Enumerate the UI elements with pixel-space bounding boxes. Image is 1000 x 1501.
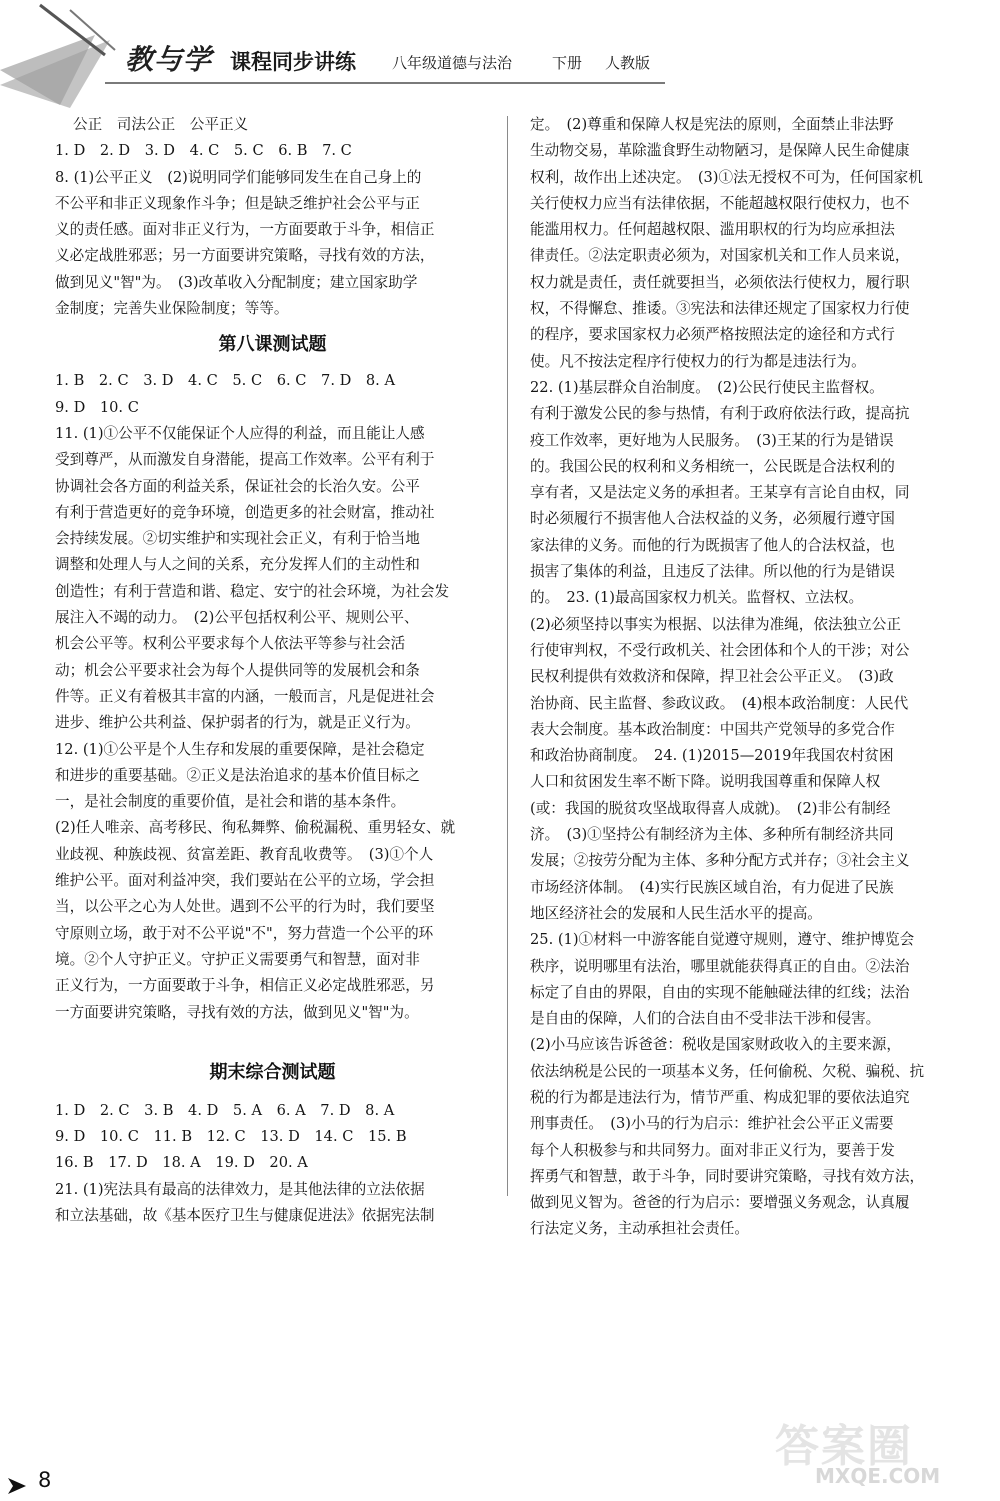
- answer-line: 人口和贫困发生率不断下降。说明我国尊重和保障人权: [530, 773, 881, 791]
- answer-line: 义必定战胜邪恶；另一方面要讲究策略，寻找有效的方法，: [55, 247, 435, 265]
- answer-line: 义的责任感。面对非正义行为，一方面要敢于斗争，相信正: [55, 221, 435, 239]
- brand-logo: 教与学: [125, 43, 213, 76]
- watermark: [775, 1410, 990, 1495]
- answer-line: (2)必须坚持以事实为根据、以法律为准绳，依法独立公正: [530, 615, 901, 633]
- answer-line: 业歧视、种族歧视、贫富差距、教育乱收费等。 (3)①个人: [55, 845, 434, 863]
- answer-line: 律责任。②法定职责必须为，对国家机关和工作人员来说，: [530, 247, 910, 265]
- page-number: 8: [38, 1468, 52, 1492]
- answer-line: 权，不得懈怠、推诿。③宪法和法律还规定了国家权力行使: [530, 300, 910, 318]
- answer-line: 每个人积极参与和共同努力。面对非正义行为，要善于发: [530, 1141, 895, 1159]
- answer-line: 的程序，要求国家权力必须严格按照法定的途径和方式行: [530, 326, 895, 344]
- answer-line: 境。②个人守护正义。守护正义需要勇气和智慧，面对非: [55, 950, 420, 968]
- section-title-final-exam: 期末综合测试题: [209, 1061, 336, 1083]
- answer-line: (2)任人唯亲、高考移民、徇私舞弊、偷税漏税、重男轻女、就: [55, 819, 456, 837]
- answer-line: 享有者，又是法定义务的承担者。王某享有言论自由权，同: [530, 484, 910, 502]
- volume-label: 下册: [552, 54, 583, 72]
- answer-line: 维护公平。面对利益冲突，我们要站在公平的立场，学会担: [55, 872, 435, 890]
- answer-line: 是自由的保障，人们的合法自由不受非法干涉和侵害。: [530, 1010, 881, 1028]
- answer-line: 民权利提供有效救济和保障，捍卫社会公平正义。 (3)政: [530, 668, 894, 686]
- answer-line: 1. D 2. D 3. D 4. C 5. C 6. B 7. C: [55, 142, 352, 160]
- answer-line: 21. (1)宪法具有最高的法律效力，是其他法律的立法依据: [55, 1180, 425, 1198]
- column-divider: [507, 116, 508, 1196]
- answer-line: 1. D 2. C 3. B 4. D 5. A 6. A 7. D 8. A: [55, 1101, 395, 1119]
- grade-subject: 八年级道德与法治: [392, 54, 513, 72]
- answer-line: 依法纳税是公民的一项基本义务，任何偷税、欠税、骗税、抗: [530, 1062, 925, 1080]
- left-column: [55, 112, 490, 1229]
- answer-line: 有利于营造更好的竞争环境，创造更多的社会财富，推动社: [55, 503, 435, 521]
- answer-line: 进步、维护公共利益、保护弱者的行为，就是正义行为。: [55, 714, 420, 732]
- answer-line: 协调社会各方面的利益关系，保证社会的长治久安。公平: [55, 477, 420, 495]
- answer-line: 秩序，说明哪里有法治，哪里就能获得真正的自由。②法治: [530, 957, 910, 975]
- page-header: [0, 0, 1000, 108]
- answer-line: 地区经济社会的发展和人民生活水平的提高。: [530, 904, 822, 922]
- answer-line: 关行使权力应当有法律依据，不能超越权限行使权力，也不: [530, 194, 910, 212]
- answer-line: 创造性；有利于营造和谐、稳定、安宁的社会环境，为社会发: [55, 582, 450, 600]
- answer-line: 22. (1)基层群众自治制度。 (2)公民行使民主监督权。: [530, 378, 884, 396]
- answer-line: 25. (1)①材料一中游客能自觉遵守规则，遵守、维护博览会: [530, 931, 915, 949]
- answer-line: 治协商、民主监督、参政议政。 (4)根本政治制度：人民代: [530, 694, 909, 712]
- answer-line: 一，是社会制度的重要价值，是社会和谐的基本条件。: [55, 793, 406, 811]
- answer-line: 行法定义务，主动承担社会责任。: [530, 1220, 749, 1238]
- answer-line: 1. B 2. C 3. D 4. C 5. C 6. C 7. D 8. A: [55, 372, 395, 390]
- answer-line: 9. D 10. C: [55, 398, 139, 416]
- answer-line: 16. B 17. D 18. A 19. D 20. A: [55, 1154, 308, 1172]
- answer-line: 标定了自由的界限，自由的实现不能触碰法律的红线；法治: [530, 983, 910, 1001]
- answer-line: 的。 23. (1)最高国家权力机关。监督权、立法权。: [530, 589, 864, 607]
- answer-line: 家法律的义务。而他的行为既损害了他人的合法权益，也: [530, 536, 895, 554]
- answer-line: 挥勇气和智慧，敢于斗争，同时要讲究策略，寻找有效方法，: [530, 1167, 925, 1185]
- answer-line: 展注入不竭的动力。 (2)公平包括权利公平、规则公平、: [55, 609, 419, 627]
- answer-line: 和进步的重要基础。②正义是法治追求的基本价值目标之: [55, 766, 420, 784]
- section-title-lesson8: 第八课测试题: [218, 334, 327, 356]
- answer-line: 行使审判权，不受行政机关、社会团体和个人的干涉；对公: [530, 641, 910, 659]
- answer-line: 时必须履行不损害他人合法权益的义务，必须履行遵守国: [530, 510, 895, 528]
- answer-line: 动；机会公平要求社会为每个人提供同等的发展机会和条: [55, 661, 420, 679]
- answer-line: 金制度；完善失业保险制度；等等。: [55, 300, 289, 318]
- answer-line: 定。 (2)尊重和保障人权是宪法的原则，全面禁止非法野: [530, 116, 894, 133]
- answer-line: 生动物交易，革除滥食野生动物陋习，是保障人民生命健康: [530, 142, 910, 160]
- answer-line: 损害了集体的利益，且违反了法律。所以他的行为是错误: [530, 563, 895, 581]
- right-column: [530, 112, 965, 1243]
- page-arrow-icon: [8, 1478, 28, 1494]
- answer-line: 的。我国公民的权利和义务相统一，公民既是合法权利的: [530, 457, 895, 475]
- answer-line: 市场经济体制。 (4)实行民族区域自治，有力促进了民族: [530, 878, 894, 896]
- answer-line: 8. (1)公平正义 (2)说明同学们能够同发生在自己身上的: [55, 168, 422, 186]
- answer-line: (或：我国的脱贫攻坚战取得喜人成就)。 (2)非公有制经: [530, 799, 891, 817]
- watermark-logo: 答案圈: [775, 1421, 913, 1472]
- answer-line: 疫工作效率，更好地为人民服务。 (3)王某的行为是错误: [530, 431, 894, 449]
- answer-line: 税的行为都是违法行为，情节严重、构成犯罪的要依法追究: [530, 1088, 910, 1106]
- answer-line: 刑事责任。 (3)小马的行为启示：维护社会公平正义需要: [530, 1115, 894, 1133]
- answer-line: 不公平和非正义现象作斗争；但是缺乏维护社会公平与正: [55, 194, 420, 212]
- answer-line: 发展；②按劳分配为主体、多种分配方式并存；③社会主义: [530, 852, 910, 870]
- answer-line: 受到尊严，从而激发自身潜能，提高工作效率。公平有利于: [55, 451, 435, 469]
- answer-line: 表大会制度。基本政治制度：中国共产党领导的多党合作: [530, 720, 895, 738]
- answer-line: 济。 (3)①坚持公有制经济为主体、多种所有制经济共同: [530, 826, 894, 844]
- header-rule: [105, 82, 665, 84]
- answer-line: 9. D 10. C 11. B 12. C 13. D 14. C 15. B: [55, 1128, 407, 1146]
- answer-line: 做到见义"智"为。 (3)改革收入分配制度；建立国家助学: [55, 273, 418, 291]
- answer-line: 使。凡不按法定程序行使权力的行为都是违法行为。: [530, 352, 866, 370]
- answer-line: 机会公平等。权利公平要求每个人依法平等参与社会活: [55, 635, 406, 653]
- watermark-url: MXQE.COM: [815, 1464, 941, 1488]
- edition-label: 人教版: [605, 54, 651, 72]
- answer-line: 当，以公平之心为人处世。遇到不公平的行为时，我们要坚: [55, 898, 435, 916]
- answer-line: 一方面要讲究策略，寻找有效的方法，做到见义"智"为。: [55, 1003, 419, 1021]
- answer-line: 调整和处理人与人之间的关系，充分发挥人们的主动性和: [55, 556, 420, 574]
- answer-line: (2)小马应该告诉爸爸：税收是国家财政收入的主要来源，: [530, 1036, 901, 1054]
- answer-line: 正义行为，一方面要敢于斗争，相信正义必定战胜邪恶，另: [55, 977, 435, 995]
- answer-line: 和政治协商制度。 24. (1)2015—2019年我国农村贫困: [530, 747, 894, 765]
- answer-line: 有利于激发公民的参与热情，有利于政府依法行政，提高抗: [530, 405, 910, 423]
- answer-line: 守原则立场，敢于对不公平说"不"，努力营造一个公平的环: [55, 924, 434, 942]
- answer-line: 做到见义智为。爸爸的行为启示：要增强义务观念，认真履: [530, 1194, 910, 1212]
- corner-swoosh-decoration: [0, 0, 120, 110]
- answer-line: 权利，故作出上述决定。 (3)①法无授权不可为，任何国家机: [530, 168, 923, 186]
- answer-line: 权力就是责任，责任就要担当，必须依法行使权力，履行职: [530, 273, 910, 291]
- answer-line: 和立法基础，故《基本医疗卫生与健康促进法》依据宪法制: [55, 1206, 435, 1224]
- answer-line: 公正 司法公正 公平正义: [73, 116, 249, 133]
- answer-line: 会持续发展。②切实维护和实现社会正义，有利于恰当地: [55, 530, 420, 548]
- answer-line: 11. (1)①公平不仅能保证个人应得的利益，而且能让人感: [55, 424, 425, 442]
- answer-line: 能滥用权力。任何超越权限、滥用职权的行为均应承担法: [530, 221, 895, 239]
- answer-line: 件等。正义有着极其丰富的内涵，一般而言，凡是促进社会: [55, 687, 435, 705]
- series-title: 课程同步讲练: [230, 50, 356, 74]
- answer-line: 12. (1)①公平是个人生存和发展的重要保障，是社会稳定: [55, 740, 425, 758]
